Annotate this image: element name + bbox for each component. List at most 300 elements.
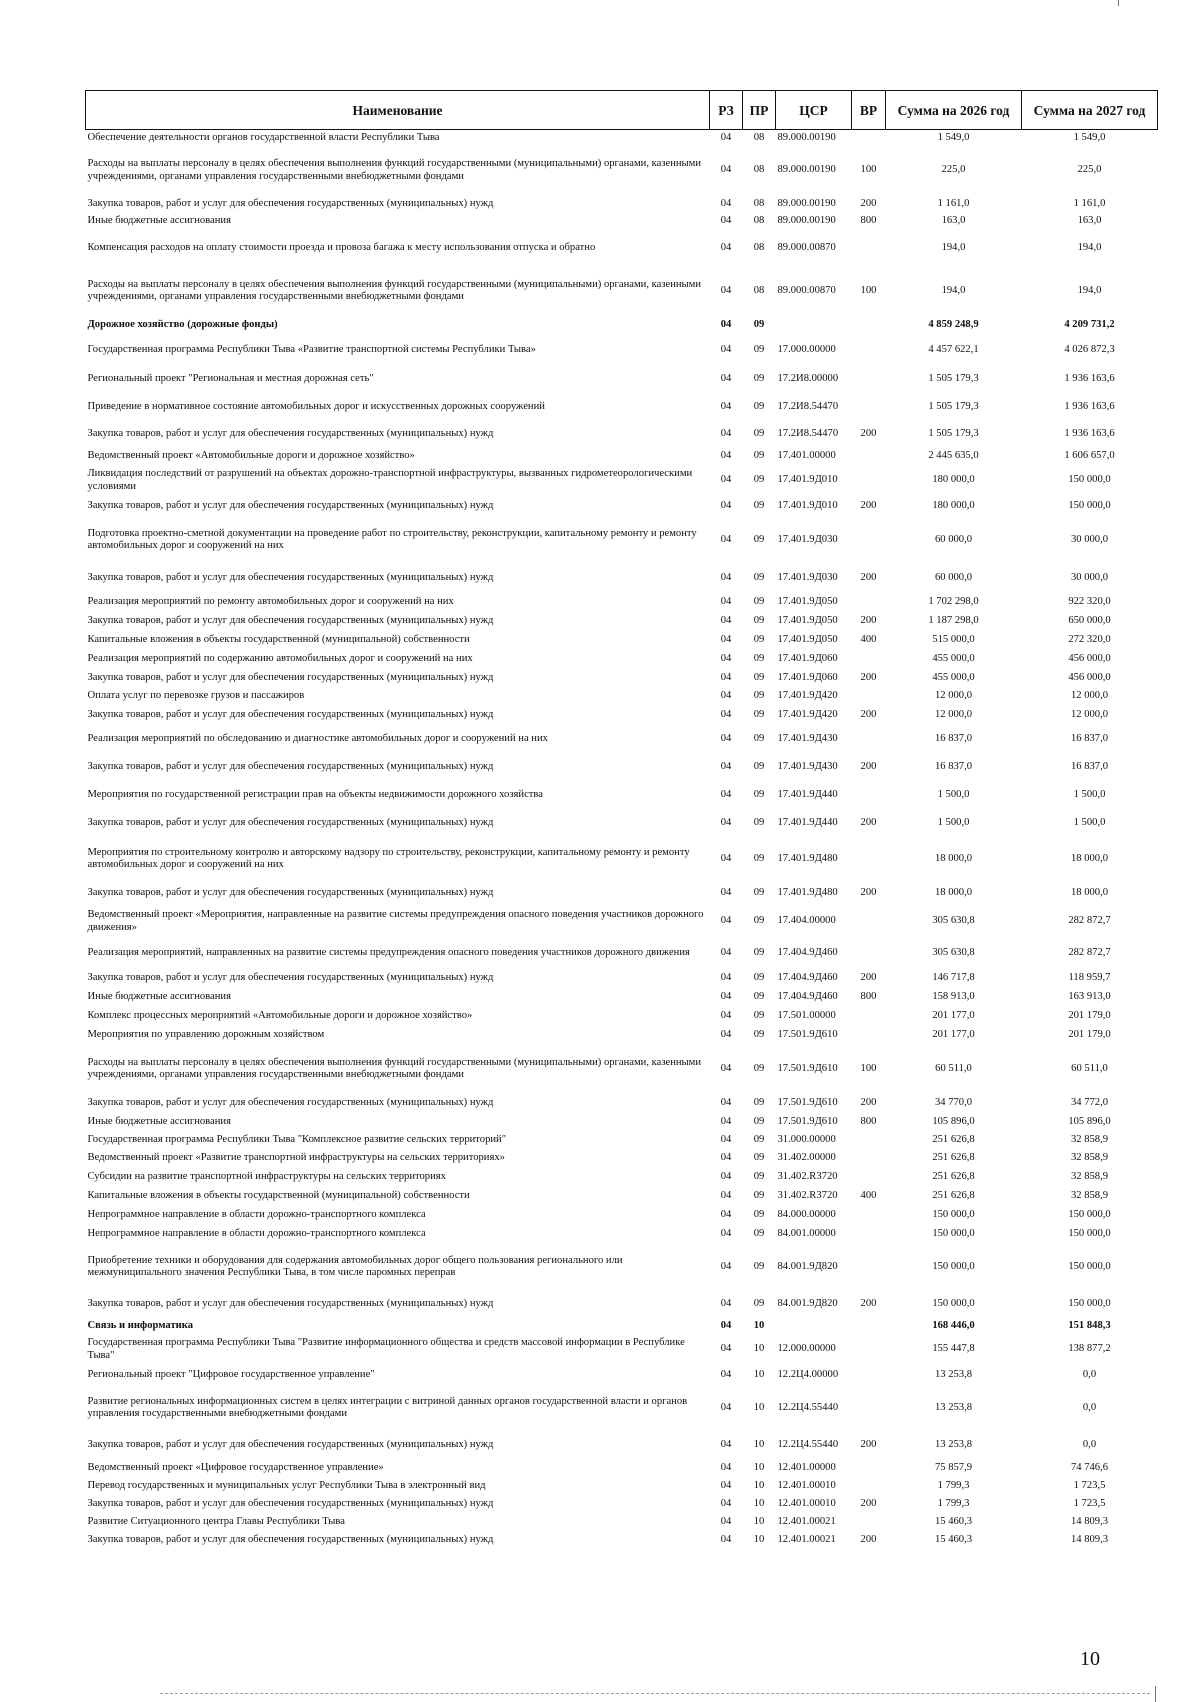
cell-name: Мероприятия по государственной регистрации прав на объекты недвижимости дорожного хозяйства	[87, 788, 543, 800]
cell-csr: 12.401.00000	[777, 1461, 836, 1473]
cell-pr: 09	[753, 1152, 765, 1164]
table-row	[86, 1532, 1158, 1551]
cell-csr: 17.401.9Д050	[777, 614, 838, 626]
cell-pr: 09	[753, 915, 765, 927]
cell-name: Перевод государственных и муниципальных услуг Республики Тыва в электронный вид	[87, 1479, 486, 1491]
cell-sum-2026: 305 630,8	[932, 915, 975, 927]
table-header-row	[86, 91, 1158, 130]
cell-rz: 04	[720, 946, 732, 958]
table-row	[86, 1225, 1158, 1245]
cell-pr: 10	[753, 1479, 765, 1491]
cell-vr	[852, 939, 886, 969]
cell-pr: 09	[753, 690, 765, 702]
cell-vr	[852, 906, 886, 939]
table-row	[86, 497, 1158, 517]
cell-name: Закупка товаров, работ и услуг для обеспечения государственных (муниципальных) нужд	[87, 499, 494, 511]
cell-csr	[776, 316, 852, 337]
cell-sum-2026: 158 913,0	[932, 990, 975, 1002]
cell-pr: 10	[753, 1438, 765, 1450]
cell-vr	[852, 1335, 886, 1366]
cell-sum-2026: 1 500,0	[937, 788, 970, 800]
table-row	[86, 1460, 1158, 1478]
cell-sum-2027: 163,0	[1077, 215, 1102, 227]
cell-name: Реализация мероприятий по обследованию и диагностике автомобильных дорог и сооружений на них	[87, 732, 548, 744]
cell-sum-2026: 155 447,8	[932, 1343, 975, 1355]
cell-csr: 84.000.00000	[777, 1208, 836, 1220]
cell-rz: 04	[720, 1297, 732, 1309]
cell-vr: 100	[860, 1062, 877, 1074]
cell-pr: 09	[753, 1208, 765, 1220]
cell-name: Реализация мероприятий по содержанию автомобильных дорог и сооружений на них	[87, 652, 473, 664]
table-row	[86, 147, 1158, 196]
cell-name: Ведомственный проект «Развитие транспортной инфраструктуры на сельских территориях»	[87, 1152, 505, 1164]
cell-rz: 04	[720, 427, 732, 439]
cell-sum-2026: 12 000,0	[934, 708, 973, 720]
cell-pr: 08	[753, 197, 765, 209]
cell-vr: 400	[860, 1189, 877, 1201]
table-row	[86, 726, 1158, 754]
cell-pr: 09	[753, 990, 765, 1002]
cell-pr: 08	[753, 215, 765, 227]
cell-name: Непрограммное направление в области дорожно-транспортного комплекса	[87, 1227, 426, 1239]
cell-sum-2027: 456 000,0	[1068, 672, 1111, 684]
cell-sum-2026: 1 505 179,3	[928, 427, 979, 439]
table-row	[86, 670, 1158, 689]
cell-sum-2026: 4 859 248,9	[928, 319, 979, 331]
cell-sum-2027: 456 000,0	[1068, 652, 1111, 664]
cell-csr: 17.404.9Д460	[777, 990, 838, 1002]
cell-sum-2026: 150 000,0	[932, 1297, 975, 1309]
cell-pr: 09	[753, 1009, 765, 1021]
cell-vr	[852, 689, 886, 706]
cell-name: Закупка товаров, работ и услуг для обеспечения государственных (муниципальных) нужд	[87, 1297, 494, 1309]
budget-table	[85, 90, 1158, 1551]
cell-csr: 17.401.9Д010	[777, 499, 838, 511]
cell-csr: 17.401.9Д430	[777, 732, 838, 744]
cell-csr: 89.000.00870	[777, 284, 836, 296]
cell-rz: 04	[720, 886, 732, 898]
cell-sum-2027: 138 877,2	[1068, 1343, 1111, 1355]
cell-pr: 10	[753, 1497, 765, 1509]
table-row	[86, 1114, 1158, 1132]
table-row	[86, 316, 1158, 337]
cell-csr: 17.404.9Д460	[777, 946, 838, 958]
cell-pr: 09	[753, 533, 765, 545]
cell-vr: 200	[860, 760, 877, 772]
cell-rz: 04	[720, 1461, 732, 1473]
cell-rz: 04	[720, 164, 732, 176]
cell-name: Компенсация расходов на оплату стоимости проезда и провоза багажа к месту использования отпуска и обратно	[87, 242, 596, 254]
cell-name: Расходы на выплаты персоналу в целях обеспечения выполнения функций государственными (муниципальными) органами, казенными учреждениями, органами управления государственными внебюджетными фондами	[87, 1056, 702, 1080]
cell-rz: 04	[720, 1438, 732, 1450]
cell-sum-2027: 194,0	[1077, 284, 1102, 296]
cell-name: Приобретение техники и оборудования для содержания автомобильных дорог общего пользования регионального или межмуниципального значения Республики Тыва, в том числе паромных переправ	[87, 1254, 623, 1278]
cell-sum-2027: 150 000,0	[1068, 474, 1111, 486]
cell-rz: 04	[720, 1189, 732, 1201]
cell-pr: 09	[753, 572, 765, 584]
cell-pr: 09	[753, 732, 765, 744]
cell-sum-2027: 1 936 163,6	[1064, 427, 1115, 439]
cell-csr: 17.401.9Д010	[777, 474, 838, 486]
cell-sum-2027: 163 913,0	[1068, 990, 1111, 1002]
table-row	[86, 838, 1158, 882]
table-row	[86, 422, 1158, 448]
cell-sum-2026: 163,0	[941, 215, 966, 227]
cell-sum-2027: 30 000,0	[1070, 533, 1109, 545]
cell-name: Субсидии на развитие транспортной инфраструктуры на сельских территориях	[87, 1170, 446, 1182]
table-row	[86, 882, 1158, 906]
cell-sum-2027: 4 209 731,2	[1064, 319, 1115, 331]
cell-pr: 09	[753, 886, 765, 898]
cell-csr: 12.401.00010	[777, 1479, 836, 1491]
cell-sum-2026: 150 000,0	[932, 1208, 975, 1220]
cell-csr: 12.2Ц4.55440	[777, 1401, 839, 1413]
table-row	[86, 650, 1158, 670]
cell-csr: 84.001.00000	[777, 1227, 836, 1239]
cell-sum-2026: 13 253,8	[934, 1368, 973, 1380]
cell-csr: 17.401.9Д030	[777, 533, 838, 545]
table-row	[86, 594, 1158, 612]
cell-name: Непрограммное направление в области дорожно-транспортного комплекса	[87, 1208, 426, 1220]
cell-vr: 800	[860, 990, 877, 1002]
cell-sum-2026: 60 511,0	[935, 1062, 972, 1074]
table-row	[86, 906, 1158, 939]
cell-name: Реализация мероприятий, направленных на развитие системы предупреждения опасного поведения участников дорожного движения	[87, 946, 690, 958]
cell-pr: 09	[753, 788, 765, 800]
cell-sum-2026: 13 253,8	[934, 1438, 973, 1450]
cell-vr: 200	[860, 197, 877, 209]
cell-rz: 04	[720, 595, 732, 607]
cell-vr: 200	[860, 886, 877, 898]
cell-vr: 200	[860, 1297, 877, 1309]
cell-rz: 04	[720, 1343, 732, 1355]
cell-sum-2027: 32 858,9	[1070, 1170, 1109, 1182]
table-row	[86, 1007, 1158, 1027]
cell-name: Дорожное хозяйство (дорожные фонды)	[87, 319, 278, 331]
cell-name: Оплата услуг по перевозке грузов и пассажиров	[87, 690, 305, 702]
cell-rz: 04	[720, 449, 732, 461]
cell-rz: 04	[720, 732, 732, 744]
cell-csr: 17.401.9Д050	[777, 595, 838, 607]
cell-csr: 17.404.9Д460	[777, 971, 838, 983]
cell-sum-2026: 13 253,8	[934, 1401, 973, 1413]
cell-name: Расходы на выплаты персоналу в целях обеспечения выполнения функций государственными (муниципальными) органами, казенными учреждениями, органами управления государственными внебюджетными фондами	[87, 278, 702, 302]
cell-vr	[852, 1169, 886, 1187]
cell-rz: 04	[720, 372, 732, 384]
cell-sum-2026: 150 000,0	[932, 1260, 975, 1272]
cell-rz: 04	[720, 215, 732, 227]
cell-vr	[852, 726, 886, 754]
table-row	[86, 1432, 1158, 1460]
cell-pr: 10	[753, 1534, 765, 1546]
cell-csr: 17.401.9Д480	[777, 852, 838, 864]
cell-name: Закупка товаров, работ и услуг для обеспечения государственных (муниципальных) нужд	[87, 886, 494, 898]
cell-rz: 04	[720, 1097, 732, 1109]
cell-name: Региональный проект "Цифровое государственное управление"	[87, 1368, 375, 1380]
cell-sum-2027: 0,0	[1082, 1368, 1097, 1380]
cell-sum-2027: 0,0	[1082, 1401, 1097, 1413]
cell-name: Закупка товаров, работ и услуг для обеспечения государственных (муниципальных) нужд	[87, 427, 494, 439]
cell-sum-2027: 194,0	[1077, 242, 1102, 254]
cell-name: Капитальные вложения в объекты государственной (муниципальной) собственности	[87, 633, 470, 645]
cell-pr: 09	[753, 474, 765, 486]
table-row	[86, 632, 1158, 650]
cell-csr: 89.000.00190	[777, 197, 836, 209]
cell-vr	[852, 1478, 886, 1496]
budget-sheet	[85, 90, 1157, 1551]
table-row	[86, 1496, 1158, 1514]
cell-pr: 09	[753, 1297, 765, 1309]
cell-rz: 04	[720, 1208, 732, 1220]
cell-csr: 89.000.00190	[777, 215, 836, 227]
cell-name: Приведение в нормативное состояние автомобильных дорог и искусственных дорожных сооружений	[87, 400, 545, 412]
cell-name: Обеспечение деятельности органов государственной власти Республики Тыва	[87, 131, 440, 143]
cell-sum-2026: 146 717,8	[932, 971, 975, 983]
table-row	[86, 706, 1158, 726]
cell-sum-2027: 150 000,0	[1068, 499, 1111, 511]
cell-pr: 09	[753, 427, 765, 439]
cell-sum-2026: 1 702 298,0	[928, 595, 979, 607]
cell-sum-2026: 16 837,0	[934, 732, 973, 744]
cell-csr: 17.501.9Д610	[777, 1062, 838, 1074]
cell-rz: 04	[720, 1497, 732, 1509]
cell-name: Мероприятия по строительному контролю и авторскому надзору по строительству, реконструкции, капитальному ремонту и ремонту автомобильных дорог и сооружений на них	[87, 846, 690, 870]
cell-csr: 17.501.9Д610	[777, 1115, 838, 1127]
cell-csr: 17.401.9Д420	[777, 708, 838, 720]
cell-pr: 09	[753, 946, 765, 958]
cell-pr: 09	[753, 595, 765, 607]
cell-sum-2026: 251 626,8	[932, 1133, 975, 1145]
table-row	[86, 1335, 1158, 1366]
cell-vr	[852, 1207, 886, 1225]
cell-sum-2026: 150 000,0	[932, 1227, 975, 1239]
cell-sum-2027: 16 837,0	[1070, 760, 1109, 772]
cell-vr: 100	[860, 284, 877, 296]
cell-name: Капитальные вложения в объекты государственной (муниципальной) собственности	[87, 1189, 470, 1201]
cell-name: Подготовка проектно-сметной документации на проведение работ по строительству, реконструкции, капитальному ремонту и ремонту автомобильных дорог и сооружений на них	[87, 527, 697, 551]
header-vr: ВР	[852, 91, 886, 130]
cell-csr: 31.000.00000	[777, 1133, 836, 1145]
cell-sum-2027: 18 000,0	[1070, 886, 1109, 898]
cell-sum-2027: 118 959,7	[1068, 971, 1111, 983]
cell-csr: 17.404.00000	[777, 915, 836, 927]
cell-sum-2026: 60 000,0	[934, 572, 973, 584]
cell-pr: 09	[753, 372, 765, 384]
cell-rz: 04	[720, 633, 732, 645]
cell-sum-2026: 168 446,0	[932, 1319, 975, 1331]
cell-csr: 12.2Ц4.55440	[777, 1438, 839, 1450]
table-row	[86, 1132, 1158, 1150]
cell-vr: 200	[860, 614, 877, 626]
cell-sum-2026: 1 500,0	[937, 816, 970, 828]
cell-pr: 09	[753, 1115, 765, 1127]
cell-vr	[852, 1027, 886, 1045]
cell-pr: 08	[753, 242, 765, 254]
cell-sum-2027: 12 000,0	[1070, 690, 1109, 702]
cell-sum-2027: 32 858,9	[1070, 1152, 1109, 1164]
cell-csr: 12.2Ц4.00000	[777, 1368, 839, 1380]
cell-csr: 12.401.00010	[777, 1497, 836, 1509]
cell-name: Реализация мероприятий по ремонту автомобильных дорог и сооружений на них	[87, 595, 454, 607]
cell-sum-2026: 225,0	[941, 164, 966, 176]
cell-sum-2026: 201 177,0	[932, 1009, 975, 1021]
cell-sum-2027: 151 848,3	[1068, 1319, 1111, 1331]
cell-name: Закупка товаров, работ и услуг для обеспечения государственных (муниципальных) нужд	[87, 572, 494, 584]
cell-name: Закупка товаров, работ и услуг для обеспечения государственных (муниципальных) нужд	[87, 197, 494, 209]
table-row	[86, 612, 1158, 632]
cell-rz: 04	[720, 1152, 732, 1164]
table-row	[86, 130, 1158, 147]
cell-sum-2026: 1 505 179,3	[928, 400, 979, 412]
cell-rz: 04	[720, 614, 732, 626]
cell-rz: 04	[720, 652, 732, 664]
scan-corner-mark	[1155, 1686, 1156, 1702]
cell-pr: 09	[753, 760, 765, 772]
cell-rz: 04	[720, 344, 732, 356]
table-row	[86, 196, 1158, 214]
cell-pr: 08	[753, 284, 765, 296]
cell-sum-2026: 4 457 622,1	[928, 344, 979, 356]
cell-csr: 31.402.R3720	[777, 1170, 838, 1182]
cell-vr: 200	[860, 1438, 877, 1450]
cell-rz: 04	[720, 474, 732, 486]
cell-sum-2026: 515 000,0	[932, 633, 975, 645]
cell-sum-2027: 201 179,0	[1068, 1028, 1111, 1040]
cell-pr: 09	[753, 672, 765, 684]
cell-name: Закупка товаров, работ и услуг для обеспечения государственных (муниципальных) нужд	[87, 1497, 494, 1509]
cell-pr: 08	[753, 131, 765, 143]
cell-csr: 89.000.00190	[777, 164, 836, 176]
cell-name: Мероприятия по управлению дорожным хозяйством	[87, 1028, 325, 1040]
cell-pr: 09	[753, 1170, 765, 1182]
table-row	[86, 1366, 1158, 1386]
cell-rz: 04	[720, 400, 732, 412]
cell-name: Ведомственный проект «Мероприятия, направленные на развитие системы предупреждения опасного поведения участников дорожного движения»	[87, 909, 704, 933]
cell-pr: 09	[753, 1260, 765, 1272]
cell-rz: 04	[720, 788, 732, 800]
cell-name: Закупка товаров, работ и услуг для обеспечения государственных (муниципальных) нужд	[87, 1438, 494, 1450]
cell-csr: 17.501.9Д610	[777, 1028, 838, 1040]
cell-pr: 09	[753, 1028, 765, 1040]
cell-sum-2027: 150 000,0	[1068, 1297, 1111, 1309]
cell-csr: 84.001.9Д820	[777, 1297, 838, 1309]
cell-name: Закупка товаров, работ и услуг для обеспечения государственных (муниципальных) нужд	[87, 672, 494, 684]
table-row	[86, 394, 1158, 422]
cell-sum-2027: 12 000,0	[1070, 708, 1109, 720]
table-row	[86, 268, 1158, 316]
cell-csr: 31.402.R3720	[777, 1189, 838, 1201]
cell-name: Ведомственный проект «Автомобильные дороги и дорожное хозяйство»	[87, 449, 415, 461]
cell-name: Иные бюджетные ассигнования	[87, 215, 231, 227]
table-row	[86, 337, 1158, 366]
page-number: 10	[1080, 1648, 1100, 1670]
cell-name: Закупка товаров, работ и услуг для обеспечения государственных (муниципальных) нужд	[87, 614, 494, 626]
cell-vr	[852, 1514, 886, 1532]
cell-rz: 04	[720, 760, 732, 772]
cell-rz: 04	[720, 690, 732, 702]
cell-vr: 800	[860, 215, 877, 227]
cell-vr	[852, 366, 886, 394]
cell-csr: 17.501.9Д610	[777, 1097, 838, 1109]
cell-rz: 04	[720, 1115, 732, 1127]
cell-pr: 08	[753, 164, 765, 176]
cell-pr: 09	[753, 816, 765, 828]
cell-rz: 04	[720, 990, 732, 1002]
cell-sum-2027: 1 161,0	[1073, 197, 1106, 209]
cell-name: Государственная программа Республики Тыва "Развитие информационного общества и средств массовой информации в Республике Тыва"	[87, 1337, 685, 1361]
cell-sum-2026: 251 626,8	[932, 1170, 975, 1182]
table-row	[86, 1245, 1158, 1291]
cell-vr	[852, 1245, 886, 1291]
cell-csr: 17.401.9Д480	[777, 886, 838, 898]
cell-csr: 17.501.00000	[777, 1009, 836, 1021]
cell-pr: 09	[753, 319, 765, 331]
cell-pr: 09	[753, 708, 765, 720]
cell-sum-2027: 650 000,0	[1068, 614, 1111, 626]
cell-vr	[852, 231, 886, 268]
cell-name: Иные бюджетные ассигнования	[87, 1115, 231, 1127]
cell-sum-2027: 105 896,0	[1068, 1115, 1111, 1127]
cell-vr: 200	[860, 971, 877, 983]
cell-sum-2026: 180 000,0	[932, 499, 975, 511]
cell-pr: 09	[753, 1133, 765, 1145]
cell-sum-2026: 16 837,0	[934, 760, 973, 772]
cell-name: Государственная программа Республики Тыва «Развитие транспортной системы Республики Тыва»	[87, 344, 536, 356]
table-row	[86, 1478, 1158, 1496]
table-row	[86, 517, 1158, 565]
cell-rz: 04	[720, 915, 732, 927]
cell-vr: 400	[860, 633, 877, 645]
table-row	[86, 1514, 1158, 1532]
cell-pr: 10	[753, 1461, 765, 1473]
cell-rz: 04	[720, 816, 732, 828]
table-row	[86, 366, 1158, 394]
cell-name: Закупка товаров, работ и услуг для обеспечения государственных (муниципальных) нужд	[87, 971, 494, 983]
cell-pr: 09	[753, 1227, 765, 1239]
table-row	[86, 231, 1158, 268]
cell-vr: 200	[860, 427, 877, 439]
cell-sum-2026: 60 000,0	[934, 533, 973, 545]
cell-pr: 09	[753, 449, 765, 461]
cell-pr: 09	[753, 499, 765, 511]
table-row	[86, 1027, 1158, 1045]
cell-csr: 17.401.9Д440	[777, 788, 838, 800]
header-csr: ЦСР	[776, 91, 852, 130]
cell-sum-2026: 1 505 179,3	[928, 372, 979, 384]
cell-pr: 10	[753, 1319, 765, 1331]
header-name: Наименование	[86, 91, 710, 130]
cell-sum-2026: 194,0	[941, 242, 966, 254]
cell-sum-2026: 18 000,0	[934, 852, 973, 864]
cell-pr: 10	[753, 1368, 765, 1380]
cell-pr: 09	[753, 400, 765, 412]
cell-vr	[852, 1007, 886, 1027]
cell-vr	[852, 466, 886, 497]
cell-pr: 09	[753, 614, 765, 626]
cell-rz: 04	[720, 284, 732, 296]
table-row	[86, 939, 1158, 969]
cell-csr: 17.401.9Д050	[777, 633, 838, 645]
header-sum-2026: Сумма на 2026 год	[886, 91, 1022, 130]
table-row	[86, 565, 1158, 594]
cell-csr: 17.401.9Д420	[777, 690, 838, 702]
cell-sum-2026: 18 000,0	[934, 886, 973, 898]
cell-sum-2027: 201 179,0	[1068, 1009, 1111, 1021]
table-row	[86, 466, 1158, 497]
cell-sum-2026: 12 000,0	[934, 690, 973, 702]
cell-vr: 100	[860, 164, 877, 176]
cell-sum-2027: 1 723,5	[1073, 1497, 1106, 1509]
